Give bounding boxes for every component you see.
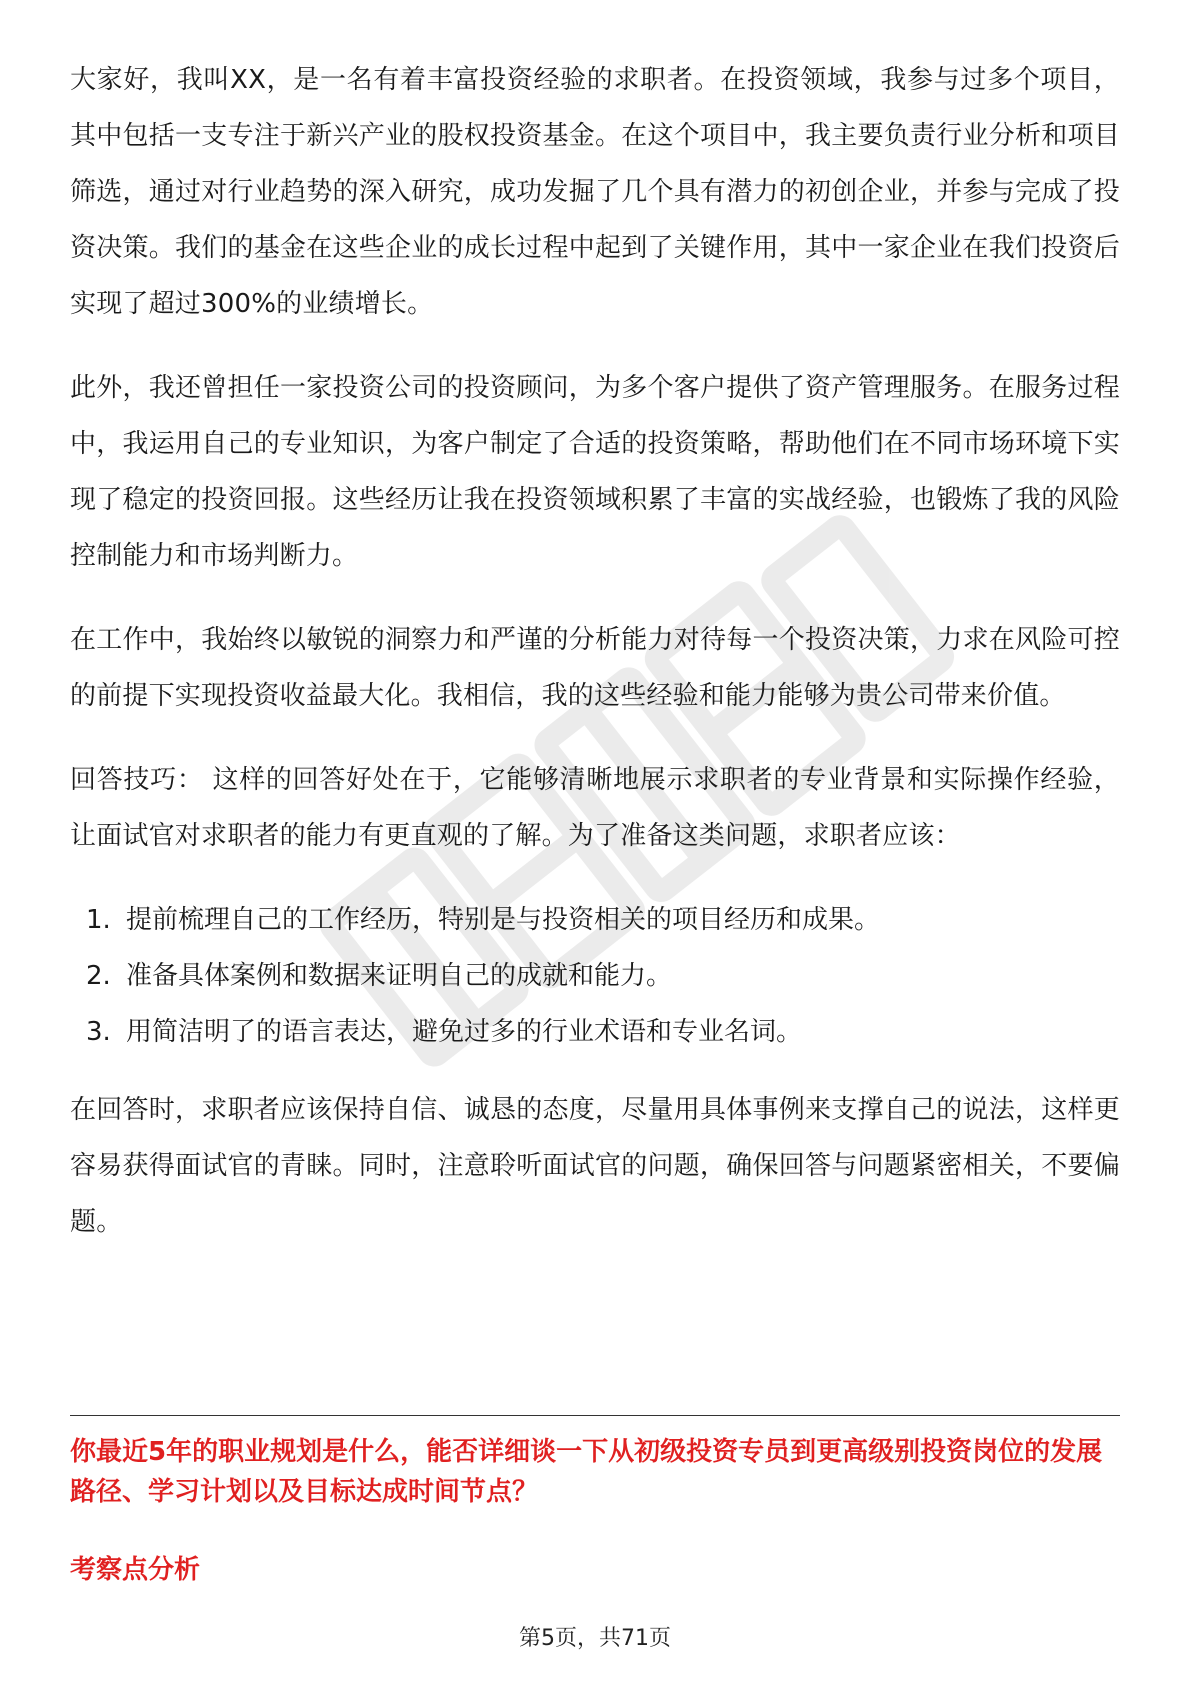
analysis-subheading: 考察点分析 [70,1555,201,1585]
paragraph-advisor: 此外，我还曾担任一家投资公司的投资顾问，为多个客户提供了资产管理服务。在服务过程中，我运用自己的专业知识，为客户制定了合适的投资策略，帮助他们在不同市场环境下实现了稳定的投资回报。这些经历让我在投资领域积累了丰富的实战经验，也锻炼了我的风险控制能力和市场判断力。 [70,373,1120,571]
page-footer: 第5页，共71页 [519,1626,671,1651]
paragraph-experience: 大家好，我叫XX，是一名有着丰富投资经验的求职者。在投资领域，我参与过多个项目，其中包括一支专注于新兴产业的股权投资基金。在这个项目中，我主要负责行业分析和项目筛选，通过对行业趋势的深入研究，成功发掘了几个具有潜力的初创企业，并参与完成了投资决策。我们的基金在这些企业的成长过程中起到了关键作用，其中一家企业在我们投资后实现了超过300%的业绩增长。 [70,65,1120,319]
list-item-number: 3. [86,1017,111,1047]
list-item-number: 1. [86,905,111,935]
list-item-text: 用简洁明了的语言表达，避免过多的行业术语和专业名词。 [126,1017,803,1047]
list-item-text: 准备具体案例和数据来证明自己的成就和能力。 [126,961,673,991]
list-item [70,892,1120,948]
paragraph-values: 在工作中，我始终以敏锐的洞察力和严谨的分析能力对待每一个投资决策，力求在风险可控的前提下实现投资收益最大化。我相信，我的这些经验和能力能够为贵公司带来价值。 [70,625,1120,711]
list-item-number: 2. [86,961,111,991]
tips-list [70,892,1120,1060]
paragraph-closing: 在回答时，求职者应该保持自信、诚恳的态度，尽量用具体事例来支撑自己的说法，这样更容易获得面试官的青睐。同时，注意聆听面试官的问题，确保回答与问题紧密相关，不要偏题。 [70,1095,1120,1237]
section-divider [70,1415,1120,1416]
list-item [70,1004,1120,1060]
list-item-text: 提前梳理自己的工作经历，特别是与投资相关的项目经历和成果。 [126,905,881,935]
next-question-heading: 你最近5年的职业规划是什么，能否详细谈一下从初级投资专员到更高级别投资岗位的发展路径、学习计划以及目标达成时间节点？ [70,1437,1103,1507]
paragraph-answer-tips: 回答技巧： 这样的回答好处在于，它能够清晰地展示求职者的专业背景和实际操作经验，让面试官对求职者的能力有更直观的了解。为了准备这类问题，求职者应该： [70,765,1121,851]
main-content [70,52,1120,1278]
list-item [70,948,1120,1004]
